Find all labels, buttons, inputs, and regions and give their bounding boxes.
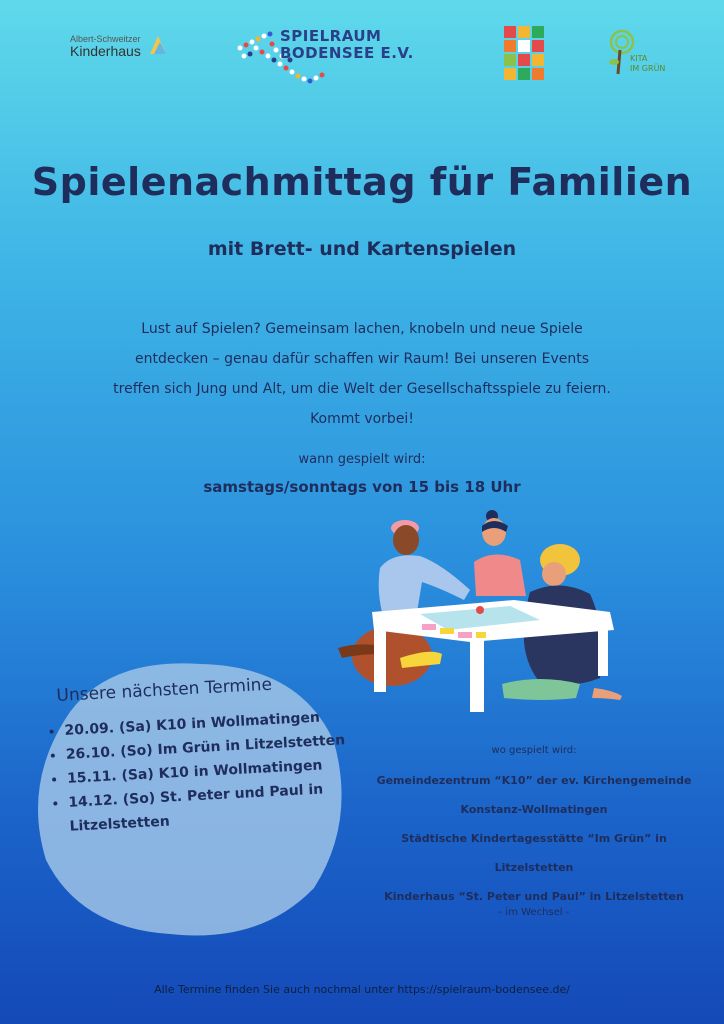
- kita-line2: IM GRÜN: [630, 64, 666, 73]
- footer-text: Alle Termine finden Sie auch nochmal unter https://spielraum-bodensee.de/: [154, 983, 570, 996]
- when-label: wann gespielt wird:: [298, 452, 426, 467]
- where-line: Gemeindezentrum “K10” der ev. Kirchengemeinde: [376, 774, 692, 787]
- spielraum-line2: BODENSEE E.V.: [280, 44, 414, 62]
- when-value: samstags/sonntags von 15 bis 18 Uhr: [203, 478, 521, 496]
- list-item: • 15.11. (Sa) K10 in Wollmatingen: [66, 751, 367, 791]
- where-line: Kinderhaus “St. Peter und Paul” in Litzelstetten: [384, 890, 684, 903]
- intro-text: Lust auf Spielen? Gemeinsam lachen, knobeln und neue Spiele entdecken – genau dafür schaffen wir Raum! Bei unseren Events treffen sich Jung und Alt, um die Welt der Gesellschaftsspiele zu feiern. Kommt vorbei!: [113, 321, 611, 427]
- dates-title: Unsere nächsten Termine: [56, 674, 273, 706]
- where-label: wo gespielt wird:: [491, 745, 577, 756]
- where-line: Konstanz-Wollmatingen: [460, 803, 608, 816]
- family-playing-board-game-illustration: [330, 508, 630, 718]
- list-item: • 14.12. (So) St. Peter und Paul in Litzelstetten: [68, 775, 370, 839]
- list-item: • 20.09. (Sa) K10 in Wollmatingen: [64, 703, 365, 743]
- where-line: Städtische Kindertagesstätte “Im Grün” in: [401, 832, 667, 845]
- kita-logo: [606, 28, 670, 84]
- dates-list: [44, 703, 370, 840]
- church-logo: [502, 24, 546, 82]
- kinderhaus-logo-small: Albert-Schweitzer: [70, 34, 141, 44]
- where-line: Litzelstetten: [494, 861, 574, 874]
- kita-line1: KITA: [630, 54, 648, 63]
- spielraum-logo-text: [280, 28, 414, 62]
- where-note: - im Wechsel -: [498, 907, 570, 918]
- list-item: • 26.10. (So) Im Grün in Litzelstetten: [65, 727, 366, 767]
- spielraum-logo: [232, 26, 432, 86]
- kinderhaus-logo: [70, 34, 180, 59]
- church-colorful-icon: [502, 24, 546, 82]
- spielraum-line1: SPIELRAUM: [280, 27, 382, 45]
- logo-bar: [0, 22, 724, 92]
- page-subtitle: mit Brett- und Kartenspielen: [207, 238, 517, 260]
- kita-logo-text: [630, 54, 665, 74]
- where-section: [360, 745, 708, 918]
- kinderhaus-logo-big: Kinderhaus: [70, 43, 141, 59]
- kinderhaus-mark-icon: [148, 34, 168, 56]
- page-title: Spielenachmittag für Familien: [31, 160, 693, 204]
